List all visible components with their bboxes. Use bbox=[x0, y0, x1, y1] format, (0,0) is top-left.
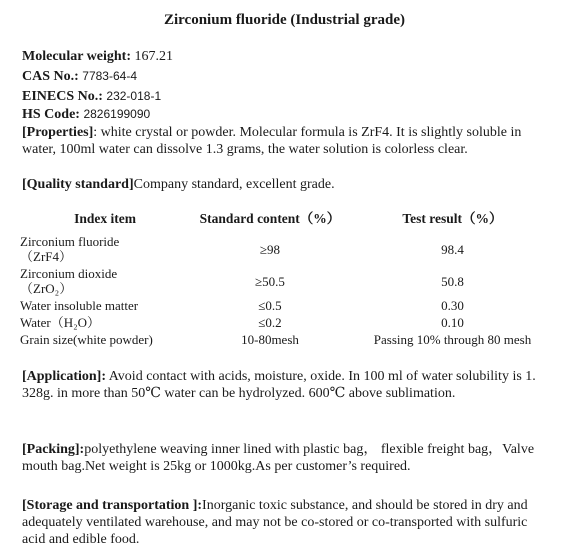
header-index-item: Index item bbox=[74, 211, 136, 226]
hs-code-value: 2826199090 bbox=[83, 107, 151, 121]
storage-text: Inorganic toxic substance, and should be stored in dry and adequately ventilated warehouse, and may not be co-stored or co-transported with sulfuric acid and edible food. bbox=[22, 498, 528, 547]
row-result: 0.10 bbox=[441, 315, 464, 330]
quality-standard-line bbox=[22, 177, 335, 193]
molecular-weight-line bbox=[22, 49, 173, 65]
packing-paragraph bbox=[22, 441, 554, 475]
storage-paragraph bbox=[22, 497, 554, 548]
quality-standard-text: Company standard, excellent grade. bbox=[133, 177, 335, 192]
molecular-weight-label: Molecular weight: bbox=[22, 49, 131, 64]
packing-text: polyethylene weaving inner lined with plastic bag， flexible freight bag，Valve mouth bag.Net weight is 25kg or 1000kg.As per customer’s required. bbox=[22, 442, 535, 474]
properties-text: : white crystal or powder. Molecular formula is ZrF4. It is slightly soluble in water, 100ml water can dissolve 1.3 grams, the water solution is colorless clear. bbox=[22, 125, 522, 157]
table-header-row bbox=[20, 209, 555, 234]
item-formula: （ZrO₂） bbox=[20, 281, 73, 296]
row-standard: ≥50.5 bbox=[255, 273, 285, 289]
cas-value: 7783-64-4 bbox=[82, 69, 137, 83]
row-result: Passing 10% through 80 mesh bbox=[373, 332, 532, 347]
document-title: Zirconium fluoride (Industrial grade) bbox=[164, 12, 405, 28]
row-result: 98.4 bbox=[441, 241, 464, 257]
molecular-weight-value: 167.21 bbox=[134, 49, 173, 64]
row-standard: 10-80mesh bbox=[241, 332, 299, 347]
table-row bbox=[20, 298, 555, 315]
table-row bbox=[20, 234, 555, 266]
application-text: Avoid contact with acids, moisture, oxide. In 100 ml of water solubility is 1. 328g. in more than 50℃ water can be hydrolyzed. 600℃ above sublimation. bbox=[22, 369, 536, 401]
specification-table bbox=[20, 209, 555, 349]
row-standard: ≤0.5 bbox=[258, 298, 282, 313]
item-name: Zirconium dioxide bbox=[20, 266, 118, 281]
item-formula: （ZrF4） bbox=[20, 249, 73, 264]
hs-code-label: HS Code: bbox=[22, 107, 80, 122]
row-item bbox=[20, 266, 190, 298]
packing-label: [Packing]: bbox=[22, 442, 85, 457]
row-standard: ≤0.2 bbox=[258, 315, 282, 330]
quality-standard-label: [Quality standard] bbox=[22, 177, 134, 192]
cas-line bbox=[22, 69, 137, 85]
row-standard: ≥98 bbox=[259, 241, 281, 257]
row-result: 50.8 bbox=[441, 273, 464, 289]
header-test-result: Test result（%） bbox=[402, 211, 503, 226]
storage-label: [Storage and transportation ]: bbox=[22, 498, 203, 513]
einecs-line bbox=[22, 89, 161, 105]
application-paragraph bbox=[22, 368, 554, 402]
hs-code-line bbox=[22, 107, 150, 123]
einecs-label: EINECS No.: bbox=[22, 89, 103, 104]
properties-paragraph bbox=[22, 124, 554, 158]
row-item bbox=[20, 234, 190, 266]
row-item: Water（H₂O） bbox=[20, 315, 101, 330]
row-item: Water insoluble matter bbox=[20, 298, 139, 313]
properties-label: [Properties] bbox=[22, 125, 94, 140]
row-item: Grain size(white powder) bbox=[20, 332, 153, 347]
table-row bbox=[20, 332, 555, 349]
row-result: 0.30 bbox=[441, 298, 464, 313]
table-row bbox=[20, 266, 555, 298]
table-row bbox=[20, 315, 555, 332]
item-name: Zirconium fluoride bbox=[20, 234, 120, 249]
cas-label: CAS No.: bbox=[22, 69, 79, 84]
header-standard-content: Standard content（%） bbox=[199, 211, 341, 226]
einecs-value: 232-018-1 bbox=[106, 89, 162, 103]
application-label: [Application]: bbox=[22, 369, 106, 384]
